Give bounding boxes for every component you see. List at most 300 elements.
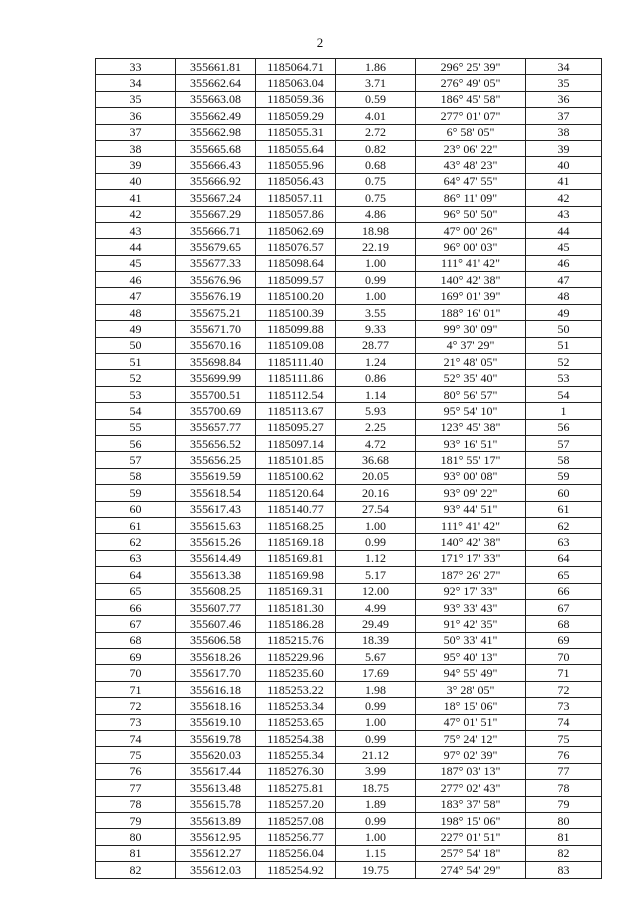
distance-cell: 12.00	[336, 583, 416, 599]
bearing-cell: 257° 54' 18"	[416, 845, 526, 861]
distance-cell: 0.99	[336, 272, 416, 288]
x-coordinate-cell: 355662.64	[176, 75, 256, 91]
table-row	[96, 75, 602, 91]
y-coordinate-cell: 1185098.64	[256, 255, 336, 271]
point-number-cell: 73	[96, 714, 176, 730]
y-coordinate-cell: 1185055.64	[256, 140, 336, 156]
y-coordinate-cell: 1185112.54	[256, 386, 336, 402]
x-coordinate-cell: 355619.78	[176, 731, 256, 747]
x-coordinate-cell: 355613.89	[176, 812, 256, 828]
point-number-cell: 58	[96, 468, 176, 484]
distance-cell: 3.99	[336, 763, 416, 779]
bearing-cell: 95° 54' 10"	[416, 403, 526, 419]
y-coordinate-cell: 1185111.86	[256, 370, 336, 386]
next-point-cell: 69	[526, 632, 602, 648]
next-point-cell: 35	[526, 75, 602, 91]
bearing-cell: 227° 01' 51"	[416, 829, 526, 845]
distance-cell: 0.68	[336, 157, 416, 173]
y-coordinate-cell: 1185256.04	[256, 845, 336, 861]
x-coordinate-cell: 355675.21	[176, 304, 256, 320]
distance-cell: 1.00	[336, 517, 416, 533]
x-coordinate-cell: 355614.49	[176, 550, 256, 566]
x-coordinate-cell: 355617.70	[176, 665, 256, 681]
next-point-cell: 34	[526, 59, 602, 75]
y-coordinate-cell: 1185100.39	[256, 304, 336, 320]
distance-cell: 1.12	[336, 550, 416, 566]
distance-cell: 22.19	[336, 239, 416, 255]
distance-cell: 19.75	[336, 862, 416, 878]
next-point-cell: 38	[526, 124, 602, 140]
table-row	[96, 59, 602, 75]
x-coordinate-cell: 355620.03	[176, 747, 256, 763]
y-coordinate-cell: 1185100.62	[256, 468, 336, 484]
bearing-cell: 86° 11' 09"	[416, 190, 526, 206]
table-row	[96, 173, 602, 189]
x-coordinate-cell: 355618.16	[176, 698, 256, 714]
bearing-cell: 80° 56' 57"	[416, 386, 526, 402]
distance-cell: 5.17	[336, 567, 416, 583]
y-coordinate-cell: 1185254.38	[256, 731, 336, 747]
y-coordinate-cell: 1185256.77	[256, 829, 336, 845]
point-number-cell: 41	[96, 190, 176, 206]
y-coordinate-cell: 1185057.86	[256, 206, 336, 222]
y-coordinate-cell: 1185181.30	[256, 599, 336, 615]
distance-cell: 2.72	[336, 124, 416, 140]
y-coordinate-cell: 1185255.34	[256, 747, 336, 763]
bearing-cell: 99° 30' 09"	[416, 321, 526, 337]
bearing-cell: 274° 54' 29"	[416, 862, 526, 878]
distance-cell: 1.00	[336, 255, 416, 271]
x-coordinate-cell: 355665.68	[176, 140, 256, 156]
y-coordinate-cell: 1185059.36	[256, 91, 336, 107]
bearing-cell: 93° 16' 51"	[416, 435, 526, 451]
point-number-cell: 57	[96, 452, 176, 468]
y-coordinate-cell: 1185062.69	[256, 222, 336, 238]
next-point-cell: 61	[526, 501, 602, 517]
next-point-cell: 53	[526, 370, 602, 386]
point-number-cell: 71	[96, 681, 176, 697]
y-coordinate-cell: 1185101.85	[256, 452, 336, 468]
distance-cell: 36.68	[336, 452, 416, 468]
next-point-cell: 1	[526, 403, 602, 419]
table-row	[96, 862, 602, 878]
distance-cell: 0.59	[336, 91, 416, 107]
next-point-cell: 81	[526, 829, 602, 845]
table-row	[96, 583, 602, 599]
distance-cell: 0.99	[336, 698, 416, 714]
point-number-cell: 51	[96, 354, 176, 370]
x-coordinate-cell: 355677.33	[176, 255, 256, 271]
point-number-cell: 38	[96, 140, 176, 156]
x-coordinate-cell: 355662.49	[176, 108, 256, 124]
table-row	[96, 140, 602, 156]
x-coordinate-cell: 355698.84	[176, 354, 256, 370]
x-coordinate-cell: 355700.51	[176, 386, 256, 402]
y-coordinate-cell: 1185109.08	[256, 337, 336, 353]
next-point-cell: 56	[526, 419, 602, 435]
y-coordinate-cell: 1185276.30	[256, 763, 336, 779]
distance-cell: 0.75	[336, 190, 416, 206]
next-point-cell: 41	[526, 173, 602, 189]
table-row	[96, 124, 602, 140]
next-point-cell: 64	[526, 550, 602, 566]
next-point-cell: 49	[526, 304, 602, 320]
table-row	[96, 550, 602, 566]
distance-cell: 9.33	[336, 321, 416, 337]
point-number-cell: 64	[96, 567, 176, 583]
point-number-cell: 78	[96, 796, 176, 812]
next-point-cell: 80	[526, 812, 602, 828]
next-point-cell: 75	[526, 731, 602, 747]
y-coordinate-cell: 1185055.31	[256, 124, 336, 140]
y-coordinate-cell: 1185168.25	[256, 517, 336, 533]
distance-cell: 4.86	[336, 206, 416, 222]
bearing-cell: 169° 01' 39"	[416, 288, 526, 304]
distance-cell: 2.25	[336, 419, 416, 435]
table-row	[96, 288, 602, 304]
bearing-cell: 188° 16' 01"	[416, 304, 526, 320]
table-row	[96, 501, 602, 517]
x-coordinate-cell: 355656.25	[176, 452, 256, 468]
point-number-cell: 65	[96, 583, 176, 599]
bearing-cell: 277° 01' 07"	[416, 108, 526, 124]
y-coordinate-cell: 1185229.96	[256, 649, 336, 665]
point-number-cell: 75	[96, 747, 176, 763]
y-coordinate-cell: 1185215.76	[256, 632, 336, 648]
next-point-cell: 73	[526, 698, 602, 714]
point-number-cell: 56	[96, 435, 176, 451]
x-coordinate-cell: 355615.63	[176, 517, 256, 533]
next-point-cell: 74	[526, 714, 602, 730]
y-coordinate-cell: 1185055.96	[256, 157, 336, 173]
bearing-cell: 92° 17' 33"	[416, 583, 526, 599]
point-number-cell: 54	[96, 403, 176, 419]
bearing-cell: 4° 37' 29"	[416, 337, 526, 353]
distance-cell: 17.69	[336, 665, 416, 681]
distance-cell: 1.00	[336, 714, 416, 730]
table-row	[96, 354, 602, 370]
distance-cell: 0.86	[336, 370, 416, 386]
bearing-cell: 96° 00' 03"	[416, 239, 526, 255]
bearing-cell: 18° 15' 06"	[416, 698, 526, 714]
table-row	[96, 649, 602, 665]
coordinates-table	[95, 58, 602, 879]
table-row	[96, 534, 602, 550]
next-point-cell: 60	[526, 485, 602, 501]
bearing-cell: 93° 44' 51"	[416, 501, 526, 517]
x-coordinate-cell: 355612.03	[176, 862, 256, 878]
y-coordinate-cell: 1185257.08	[256, 812, 336, 828]
next-point-cell: 67	[526, 599, 602, 615]
bearing-cell: 183° 37' 58"	[416, 796, 526, 812]
next-point-cell: 83	[526, 862, 602, 878]
x-coordinate-cell: 355616.18	[176, 681, 256, 697]
bearing-cell: 187° 26' 27"	[416, 567, 526, 583]
distance-cell: 0.82	[336, 140, 416, 156]
distance-cell: 0.75	[336, 173, 416, 189]
point-number-cell: 60	[96, 501, 176, 517]
x-coordinate-cell: 355617.44	[176, 763, 256, 779]
next-point-cell: 39	[526, 140, 602, 156]
point-number-cell: 55	[96, 419, 176, 435]
x-coordinate-cell: 355666.43	[176, 157, 256, 173]
distance-cell: 1.00	[336, 829, 416, 845]
x-coordinate-cell: 355666.71	[176, 222, 256, 238]
table-row	[96, 714, 602, 730]
x-coordinate-cell: 355613.48	[176, 780, 256, 796]
next-point-cell: 76	[526, 747, 602, 763]
bearing-cell: 23° 06' 22"	[416, 140, 526, 156]
next-point-cell: 37	[526, 108, 602, 124]
next-point-cell: 66	[526, 583, 602, 599]
x-coordinate-cell: 355679.65	[176, 239, 256, 255]
table-row	[96, 599, 602, 615]
point-number-cell: 63	[96, 550, 176, 566]
point-number-cell: 70	[96, 665, 176, 681]
x-coordinate-cell: 355619.59	[176, 468, 256, 484]
point-number-cell: 42	[96, 206, 176, 222]
point-number-cell: 34	[96, 75, 176, 91]
point-number-cell: 76	[96, 763, 176, 779]
y-coordinate-cell: 1185235.60	[256, 665, 336, 681]
next-point-cell: 54	[526, 386, 602, 402]
next-point-cell: 50	[526, 321, 602, 337]
table-row	[96, 468, 602, 484]
y-coordinate-cell: 1185169.18	[256, 534, 336, 550]
distance-cell: 18.75	[336, 780, 416, 796]
table-row	[96, 747, 602, 763]
next-point-cell: 52	[526, 354, 602, 370]
point-number-cell: 37	[96, 124, 176, 140]
next-point-cell: 57	[526, 435, 602, 451]
distance-cell: 18.98	[336, 222, 416, 238]
x-coordinate-cell: 355657.77	[176, 419, 256, 435]
coordinates-table-body	[96, 59, 602, 879]
table-row	[96, 812, 602, 828]
table-row	[96, 337, 602, 353]
y-coordinate-cell: 1185169.81	[256, 550, 336, 566]
distance-cell: 1.89	[336, 796, 416, 812]
point-number-cell: 43	[96, 222, 176, 238]
distance-cell: 5.67	[336, 649, 416, 665]
x-coordinate-cell: 355667.24	[176, 190, 256, 206]
point-number-cell: 74	[96, 731, 176, 747]
table-row	[96, 108, 602, 124]
point-number-cell: 59	[96, 485, 176, 501]
table-row	[96, 239, 602, 255]
next-point-cell: 48	[526, 288, 602, 304]
next-point-cell: 59	[526, 468, 602, 484]
distance-cell: 28.77	[336, 337, 416, 353]
next-point-cell: 51	[526, 337, 602, 353]
next-point-cell: 62	[526, 517, 602, 533]
y-coordinate-cell: 1185100.20	[256, 288, 336, 304]
distance-cell: 0.99	[336, 534, 416, 550]
point-number-cell: 68	[96, 632, 176, 648]
bearing-cell: 111° 41' 42"	[416, 517, 526, 533]
point-number-cell: 62	[96, 534, 176, 550]
next-point-cell: 77	[526, 763, 602, 779]
next-point-cell: 36	[526, 91, 602, 107]
distance-cell: 0.99	[336, 731, 416, 747]
x-coordinate-cell: 355607.46	[176, 616, 256, 632]
table-row	[96, 763, 602, 779]
bearing-cell: 96° 50' 50"	[416, 206, 526, 222]
y-coordinate-cell: 1185140.77	[256, 501, 336, 517]
table-row	[96, 616, 602, 632]
point-number-cell: 81	[96, 845, 176, 861]
table-row	[96, 222, 602, 238]
y-coordinate-cell: 1185120.64	[256, 485, 336, 501]
next-point-cell: 65	[526, 567, 602, 583]
table-row	[96, 272, 602, 288]
distance-cell: 4.99	[336, 599, 416, 615]
x-coordinate-cell: 355615.78	[176, 796, 256, 812]
bearing-cell: 21° 48' 05"	[416, 354, 526, 370]
x-coordinate-cell: 355617.43	[176, 501, 256, 517]
point-number-cell: 33	[96, 59, 176, 75]
bearing-cell: 95° 40' 13"	[416, 649, 526, 665]
x-coordinate-cell: 355613.38	[176, 567, 256, 583]
point-number-cell: 80	[96, 829, 176, 845]
table-row	[96, 370, 602, 386]
table-row	[96, 386, 602, 402]
bearing-cell: 140° 42' 38"	[416, 534, 526, 550]
next-point-cell: 72	[526, 681, 602, 697]
next-point-cell: 40	[526, 157, 602, 173]
x-coordinate-cell: 355606.58	[176, 632, 256, 648]
table-row	[96, 829, 602, 845]
distance-cell: 20.16	[336, 485, 416, 501]
y-coordinate-cell: 1185253.34	[256, 698, 336, 714]
point-number-cell: 49	[96, 321, 176, 337]
page-number: 2	[316, 35, 324, 50]
point-number-cell: 52	[96, 370, 176, 386]
bearing-cell: 47° 00' 26"	[416, 222, 526, 238]
bearing-cell: 140° 42' 38"	[416, 272, 526, 288]
distance-cell: 1.86	[336, 59, 416, 75]
bearing-cell: 43° 48' 23"	[416, 157, 526, 173]
distance-cell: 1.14	[336, 386, 416, 402]
x-coordinate-cell: 355663.08	[176, 91, 256, 107]
point-number-cell: 47	[96, 288, 176, 304]
bearing-cell: 181° 55' 17"	[416, 452, 526, 468]
y-coordinate-cell: 1185111.40	[256, 354, 336, 370]
distance-cell: 27.54	[336, 501, 416, 517]
x-coordinate-cell: 355607.77	[176, 599, 256, 615]
point-number-cell: 40	[96, 173, 176, 189]
y-coordinate-cell: 1185253.22	[256, 681, 336, 697]
distance-cell: 1.24	[336, 354, 416, 370]
point-number-cell: 61	[96, 517, 176, 533]
distance-cell: 0.99	[336, 812, 416, 828]
bearing-cell: 47° 01' 51"	[416, 714, 526, 730]
table-row	[96, 796, 602, 812]
y-coordinate-cell: 1185113.67	[256, 403, 336, 419]
y-coordinate-cell: 1185063.04	[256, 75, 336, 91]
point-number-cell: 36	[96, 108, 176, 124]
point-number-cell: 46	[96, 272, 176, 288]
bearing-cell: 277° 02' 43"	[416, 780, 526, 796]
next-point-cell: 42	[526, 190, 602, 206]
x-coordinate-cell: 355666.92	[176, 173, 256, 189]
table-row	[96, 452, 602, 468]
table-row	[96, 255, 602, 271]
distance-cell: 1.00	[336, 288, 416, 304]
distance-cell: 1.98	[336, 681, 416, 697]
table-row	[96, 157, 602, 173]
bearing-cell: 296° 25' 39"	[416, 59, 526, 75]
x-coordinate-cell: 355612.95	[176, 829, 256, 845]
table-row	[96, 731, 602, 747]
x-coordinate-cell: 355656.52	[176, 435, 256, 451]
bearing-cell: 3° 28' 05"	[416, 681, 526, 697]
point-number-cell: 50	[96, 337, 176, 353]
distance-cell: 3.55	[336, 304, 416, 320]
y-coordinate-cell: 1185275.81	[256, 780, 336, 796]
y-coordinate-cell: 1185169.98	[256, 567, 336, 583]
y-coordinate-cell: 1185057.11	[256, 190, 336, 206]
x-coordinate-cell: 355699.99	[176, 370, 256, 386]
x-coordinate-cell: 355619.10	[176, 714, 256, 730]
point-number-cell: 44	[96, 239, 176, 255]
table-row	[96, 403, 602, 419]
bearing-cell: 171° 17' 33"	[416, 550, 526, 566]
next-point-cell: 44	[526, 222, 602, 238]
y-coordinate-cell: 1185253.65	[256, 714, 336, 730]
y-coordinate-cell: 1185076.57	[256, 239, 336, 255]
bearing-cell: 91° 42' 35"	[416, 616, 526, 632]
table-row	[96, 435, 602, 451]
bearing-cell: 276° 49' 05"	[416, 75, 526, 91]
table-row	[96, 485, 602, 501]
point-number-cell: 77	[96, 780, 176, 796]
distance-cell: 1.15	[336, 845, 416, 861]
y-coordinate-cell: 1185097.14	[256, 435, 336, 451]
table-row	[96, 304, 602, 320]
table-row	[96, 567, 602, 583]
bearing-cell: 93° 33' 43"	[416, 599, 526, 615]
next-point-cell: 70	[526, 649, 602, 665]
table-row	[96, 632, 602, 648]
table-row	[96, 321, 602, 337]
y-coordinate-cell: 1185099.88	[256, 321, 336, 337]
next-point-cell: 79	[526, 796, 602, 812]
x-coordinate-cell: 355670.16	[176, 337, 256, 353]
bearing-cell: 50° 33' 41"	[416, 632, 526, 648]
x-coordinate-cell: 355667.29	[176, 206, 256, 222]
distance-cell: 3.71	[336, 75, 416, 91]
table-row	[96, 665, 602, 681]
distance-cell: 21.12	[336, 747, 416, 763]
point-number-cell: 72	[96, 698, 176, 714]
y-coordinate-cell: 1185254.92	[256, 862, 336, 878]
table-row	[96, 845, 602, 861]
bearing-cell: 64° 47' 55"	[416, 173, 526, 189]
y-coordinate-cell: 1185099.57	[256, 272, 336, 288]
next-point-cell: 58	[526, 452, 602, 468]
y-coordinate-cell: 1185064.71	[256, 59, 336, 75]
table-row	[96, 780, 602, 796]
distance-cell: 5.93	[336, 403, 416, 419]
next-point-cell: 45	[526, 239, 602, 255]
distance-cell: 29.49	[336, 616, 416, 632]
point-number-cell: 45	[96, 255, 176, 271]
x-coordinate-cell: 355612.27	[176, 845, 256, 861]
x-coordinate-cell: 355618.54	[176, 485, 256, 501]
table-row	[96, 698, 602, 714]
bearing-cell: 187° 03' 13"	[416, 763, 526, 779]
